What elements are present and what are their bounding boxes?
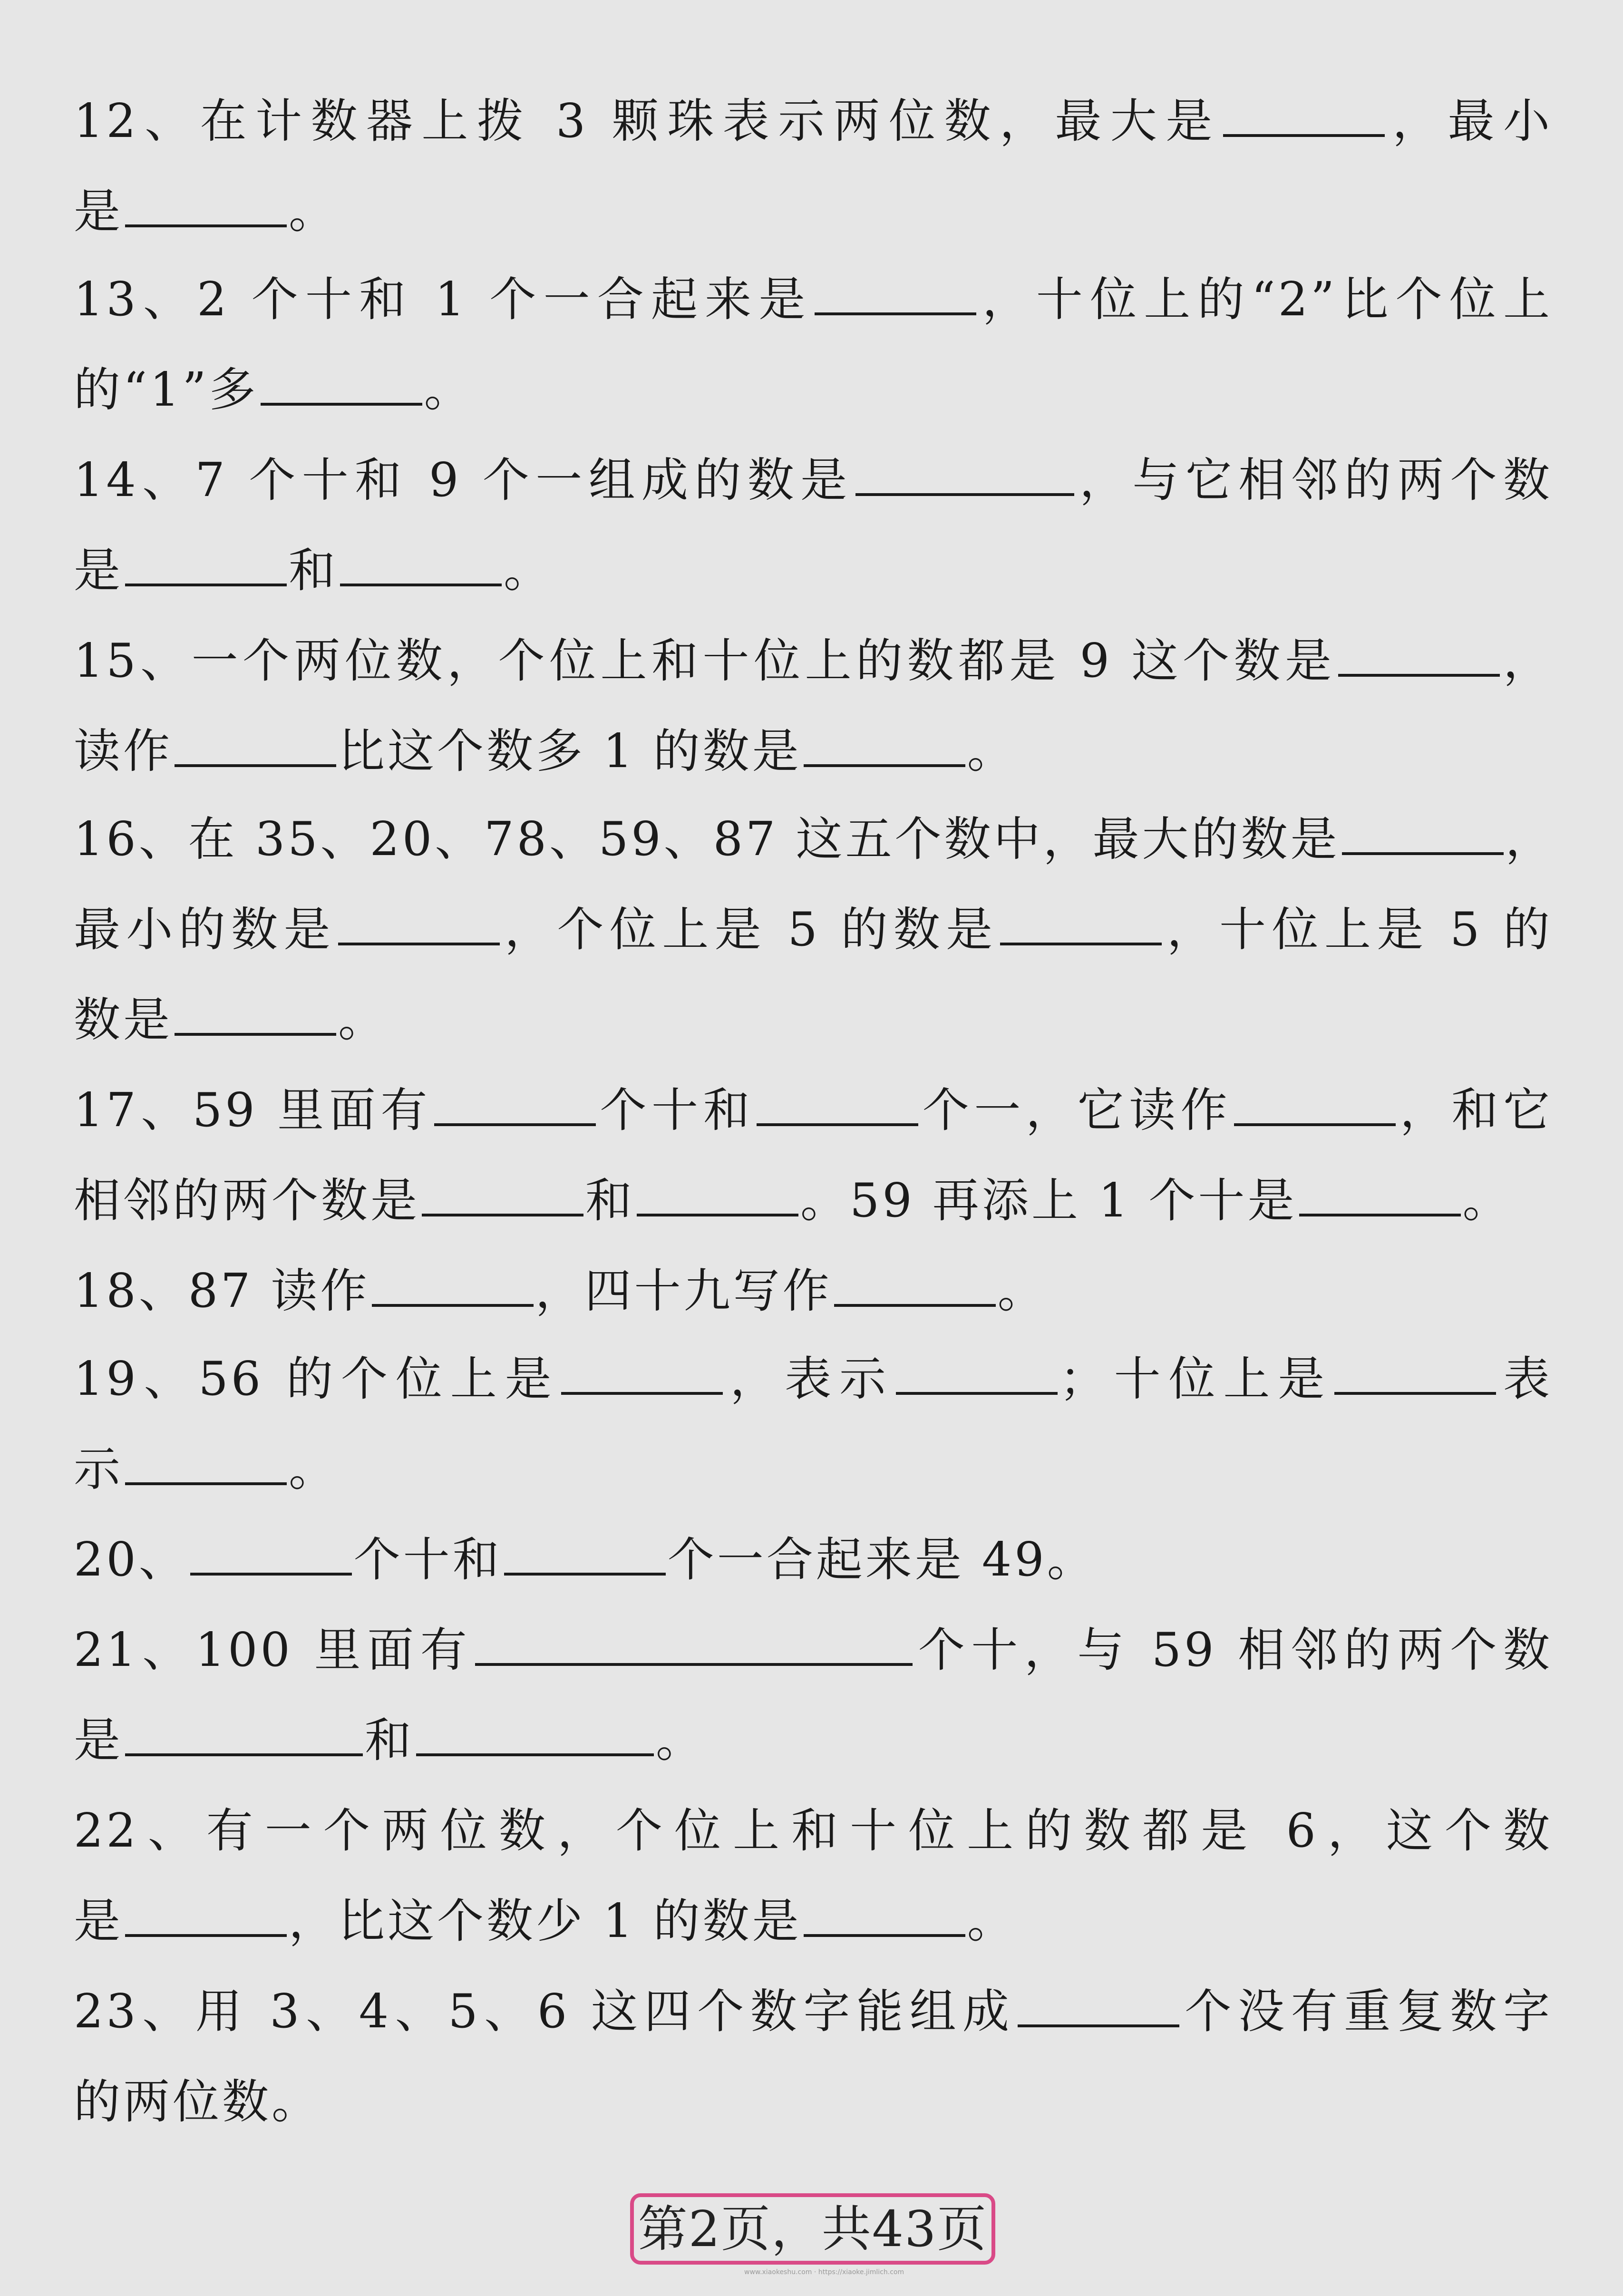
answer-blank[interactable] [475,1616,913,1666]
question-16-line-1: 16、在 35、20、78、59、87 这五个数中，最大的数是 ， [74,804,1553,875]
answer-blank[interactable] [804,1887,965,1937]
question-22-line-1: 22、有一个两位数，个位上和十位上的数都是 6，这个数 [74,1804,1553,1858]
question-23-line-1: 23、用 3、4、5、6 这四个数字能组成 个没有重复数字 [74,1976,1553,2047]
answer-blank[interactable] [1342,806,1504,855]
answer-blank[interactable] [372,1257,534,1307]
question-18-line-1: 18、87 读作 ，四十九写作 。 [74,1255,1553,1327]
answer-blank[interactable] [125,1887,287,1937]
answer-blank[interactable] [261,356,422,406]
answer-blank[interactable] [1334,1345,1496,1395]
answer-blank[interactable] [757,1077,918,1126]
answer-blank[interactable] [855,447,1074,496]
question-16-line-2: 最小的数是 ，个位上是 5 的数是 ，十位上是 5 的 [74,894,1553,965]
question-12-line-1: 12、在计数器上拨 3 颗珠表示两位数，最大是 ，最小 [74,86,1553,157]
question-21-line-1: 21、100 里面有 个十，与 59 相邻的两个数 [74,1615,1553,1686]
answer-blank[interactable] [815,266,976,315]
answer-blank[interactable] [1000,896,1162,945]
question-13-line-2: 的“1”多 。 [74,354,1553,426]
question-20-line-1: 20、 个十和 个一合起来是 49。 [74,1524,1553,1596]
answer-blank[interactable] [338,896,500,945]
answer-blank[interactable] [125,1436,287,1485]
answer-blank[interactable] [125,178,287,227]
answer-blank[interactable] [896,1345,1058,1395]
answer-blank[interactable] [834,1257,996,1307]
page-number-label: 第2页，共43页 [630,2193,995,2265]
answer-blank[interactable] [1234,1077,1396,1126]
question-19-line-1: 19、56 的个位上是 ，表示 ；十位上是 表 [74,1343,1553,1415]
answer-blank[interactable] [422,1167,583,1216]
answer-blank[interactable] [637,1167,798,1216]
question-21-line-2: 是 和 。 [74,1705,1553,1776]
answer-blank[interactable] [1223,88,1385,137]
answer-blank[interactable] [1018,1978,1179,2027]
answer-blank[interactable] [504,1526,666,1576]
question-15-line-1: 15、一个两位数，个位上和十位上的数都是 9 这个数是 ， [74,625,1553,697]
answer-blank[interactable] [1338,627,1500,677]
answer-blank[interactable] [175,718,336,767]
answer-blank[interactable] [175,986,336,1036]
question-13-line-1: 13、2 个十和 1 个一合起来是 ，十位上的“2”比个位上 [74,264,1553,335]
question-17-line-2: 相邻的两个数是 和 。59 再添上 1 个十是 。 [74,1165,1553,1236]
question-16-line-3: 数是 。 [74,984,1553,1056]
question-17-line-1: 17、59 里面有 个十和 个一，它读作 ，和它 [74,1075,1553,1146]
answer-blank[interactable] [190,1526,352,1576]
answer-blank[interactable] [434,1077,596,1126]
question-15-line-2: 读作 比这个数多 1 的数是 。 [74,716,1553,787]
answer-blank[interactable] [804,718,965,767]
watermark-text: www.xiaokeshu.com · https://xiaoke.jimlich.com [744,2268,904,2276]
answer-blank[interactable] [1299,1167,1461,1216]
question-23-line-2: 的两位数。 [74,2075,321,2129]
question-22-line-2: 是 ，比这个数少 1 的数是 。 [74,1886,1553,1957]
question-19-line-2: 示 。 [74,1434,1553,1505]
question-14-line-2: 是 和 。 [74,535,1553,606]
answer-blank[interactable] [125,537,287,586]
question-14-line-1: 14、7 个十和 9 个一组成的数是 ，与它相邻的两个数 [74,445,1553,516]
answer-blank[interactable] [561,1345,723,1395]
answer-blank[interactable] [416,1707,654,1756]
question-12-line-2: 是 。 [74,176,1553,247]
answer-blank[interactable] [340,537,502,586]
answer-blank[interactable] [125,1707,363,1756]
